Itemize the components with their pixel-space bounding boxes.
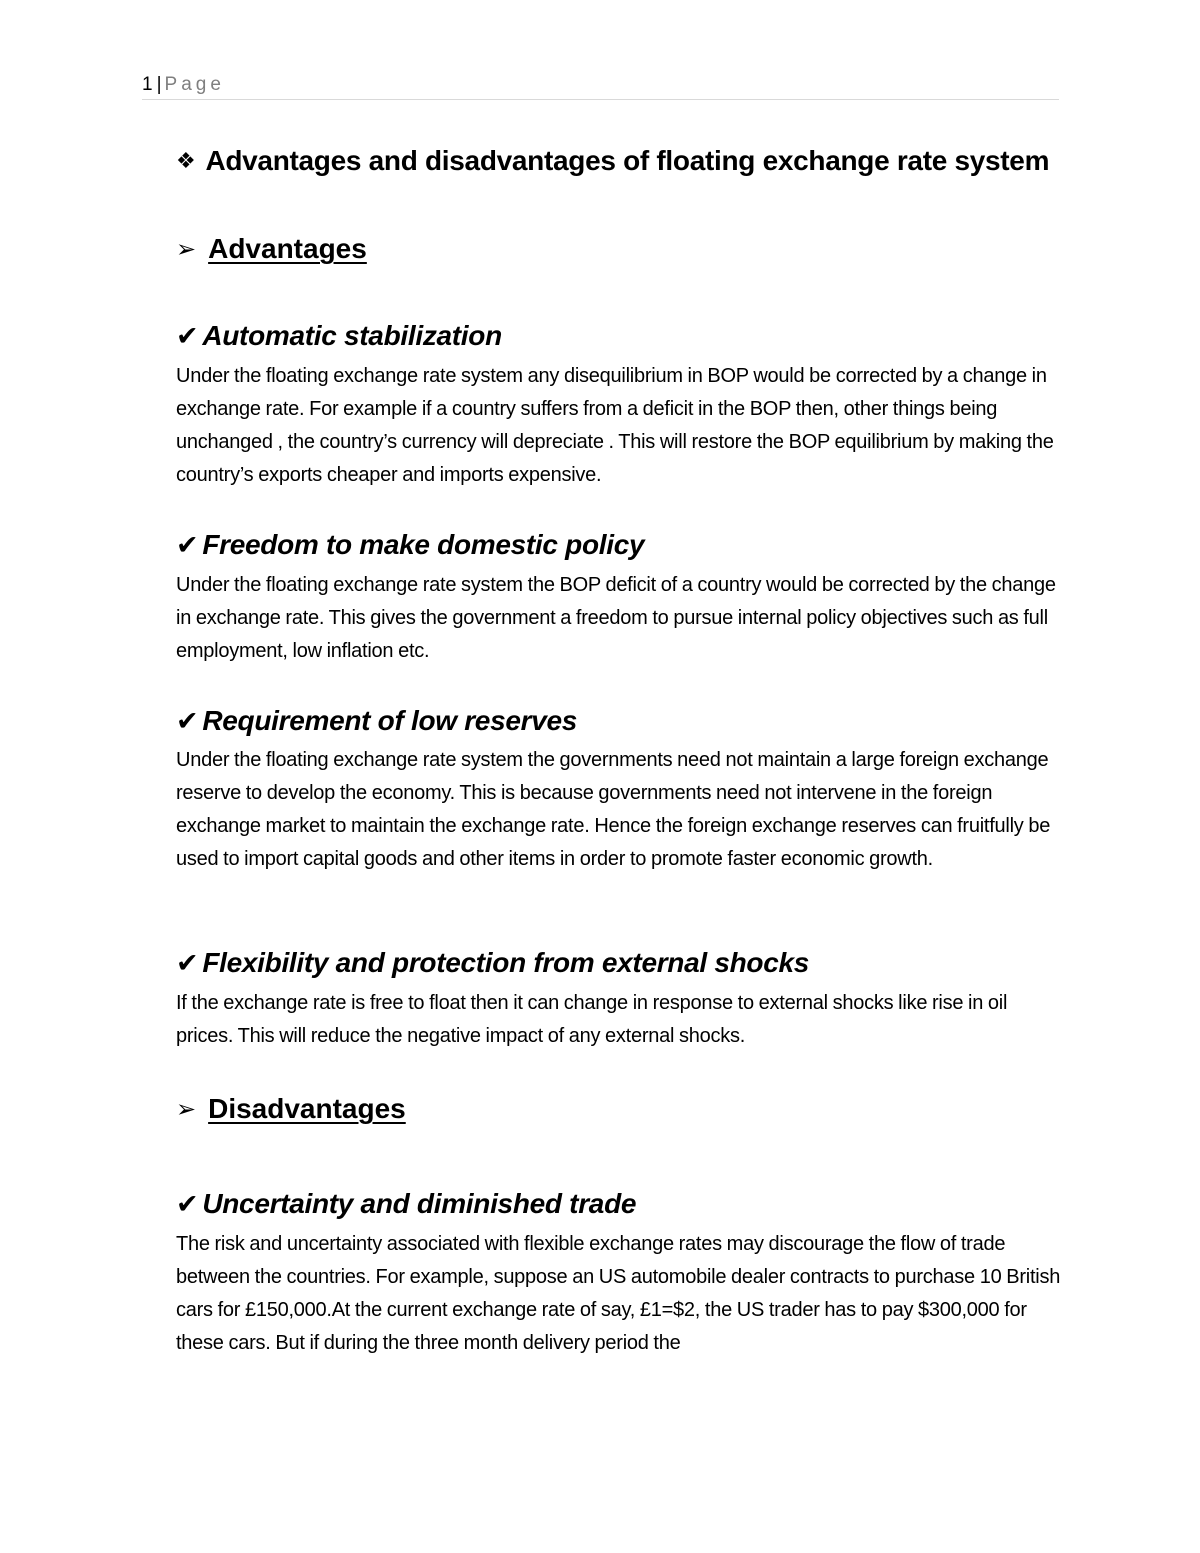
paragraph-low-reserves: Under the floating exchange rate system the governments need not maintain a large foreign exchange reserve to develop the economy. This is because governments need not intervene in the foreign exchange market to maintain the exchange rate. Hence the foreign exchange reserves can fruitfully be used to import capital goods and other items in order to promote faster economic growth. xyxy=(176,749,1051,870)
disadvantages-heading xyxy=(176,1091,1066,1128)
check-mark-icon: ✔ xyxy=(176,1189,199,1219)
check-mark-icon: ✔ xyxy=(176,321,199,351)
page-header-separator: | xyxy=(156,74,162,95)
four-diamond-bullet-icon: ❖ xyxy=(176,148,196,173)
subheading-text: Requirement of low reserves xyxy=(202,705,578,736)
paragraph-automatic-stabilization: Under the floating exchange rate system any disequilibrium in BOP would be corrected by a change in exchange rate. For example if a country suffers from a deficit in the BOP then, other things being unchanged , the country’s currency will depreciate . This will restore the BOP equilibrium by making the country’s exports cheaper and imports expensive. xyxy=(176,365,1054,486)
advantages-heading xyxy=(176,231,1066,268)
check-mark-icon: ✔ xyxy=(176,948,199,978)
disadvantages-heading-label: Disadvantages xyxy=(208,1093,406,1124)
subheading-text: Flexibility and protection from external shocks xyxy=(202,947,810,978)
subheading-uncertainty-diminished-trade xyxy=(176,1186,1066,1222)
page-label: Page xyxy=(164,74,225,95)
subheading-automatic-stabilization xyxy=(176,318,1066,354)
arrowhead-bullet-icon: ➢ xyxy=(176,1096,197,1123)
subheading-flexibility-external-shocks xyxy=(176,945,1066,981)
page-number: 1 xyxy=(142,74,153,95)
advantages-heading-label: Advantages xyxy=(208,233,367,264)
arrowhead-bullet-icon: ➢ xyxy=(176,236,197,263)
page-header xyxy=(142,72,1059,100)
paragraph-freedom-domestic-policy: Under the floating exchange rate system the BOP deficit of a country would be corrected by the change in exchange rate. This gives the government a freedom to pursue internal policy objectives such as full employment, low inflation etc. xyxy=(176,574,1056,662)
subheading-freedom-domestic-policy xyxy=(176,527,1066,563)
check-mark-icon: ✔ xyxy=(176,530,199,560)
subheading-text: Freedom to make domestic policy xyxy=(202,529,645,560)
subheading-text: Uncertainty and diminished trade xyxy=(202,1188,637,1219)
paragraph-uncertainty-diminished-trade: The risk and uncertainty associated with flexible exchange rates may discourage the flow of trade between the countries. For example, suppose an US automobile dealer contracts to purchase 10 British cars for £150,000.At the current exchange rate of say, £1=$2, the US trader has to pay $300,000 for these cars. But if during the three month delivery period the xyxy=(176,1233,1061,1354)
document-title-text: Advantages and disadvantages of floating exchange rate system xyxy=(205,145,1050,176)
document-title xyxy=(176,143,1066,179)
paragraph-flexibility-external-shocks: If the exchange rate is free to float then it can change in response to external shocks like rise in oil prices. This will reduce the negative impact of any external shocks. xyxy=(176,992,1008,1047)
check-mark-icon: ✔ xyxy=(176,706,199,736)
subheading-low-reserves xyxy=(176,703,1066,739)
subheading-text: Automatic stabilization xyxy=(202,320,502,351)
